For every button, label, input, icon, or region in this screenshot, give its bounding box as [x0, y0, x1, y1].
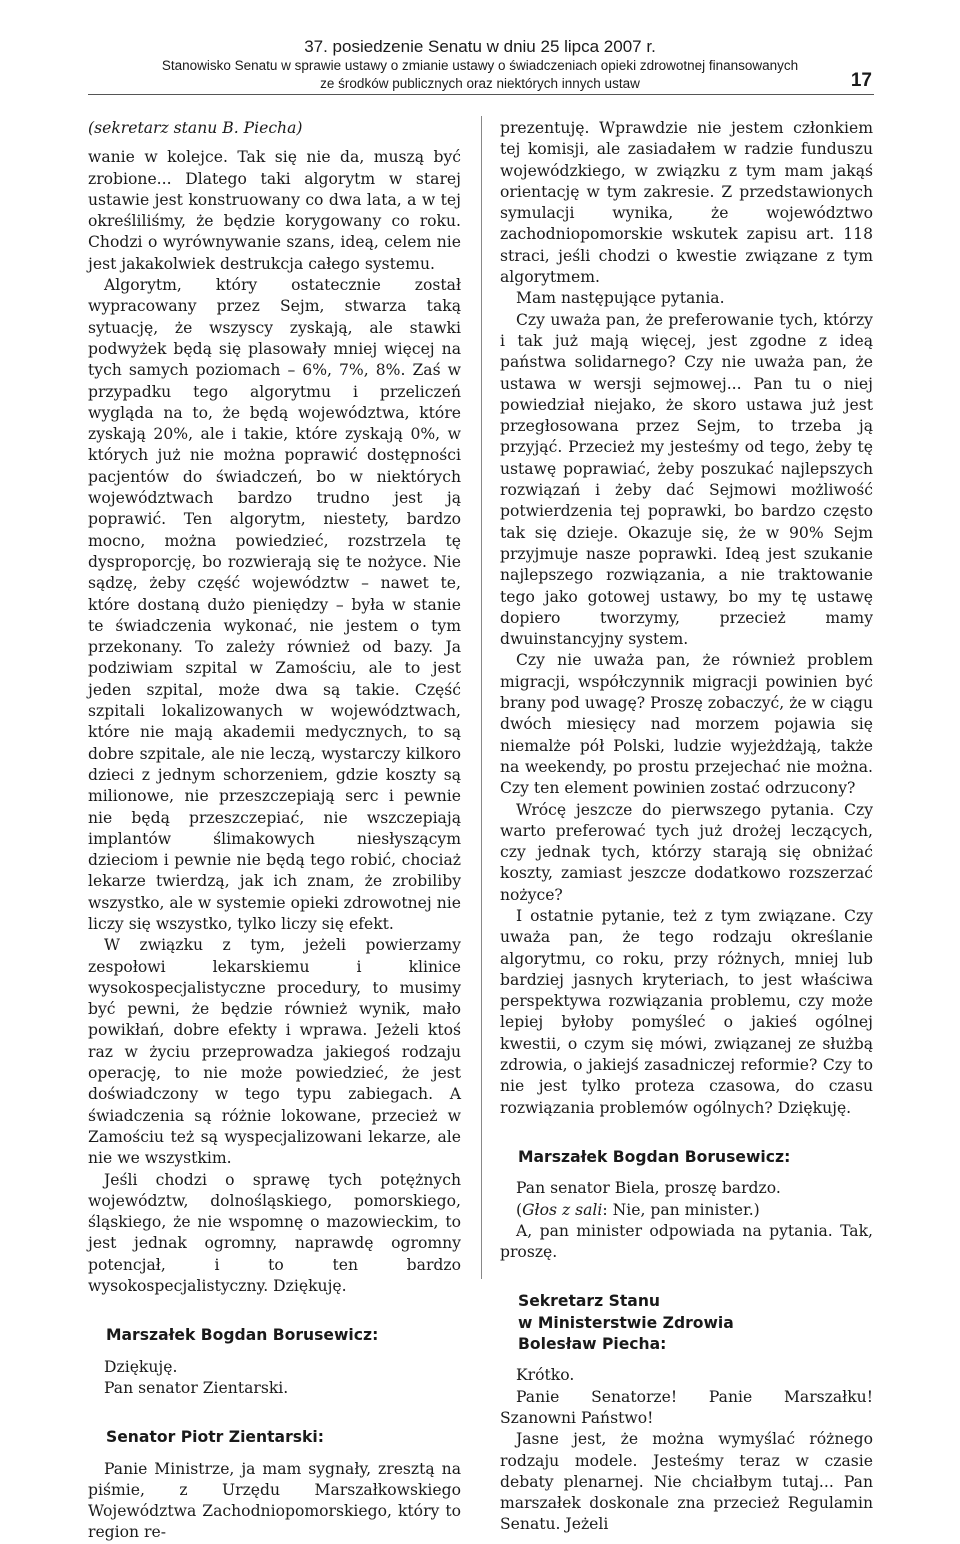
spacer	[88, 1449, 461, 1459]
stage-direction-text: : Nie, pan minister.)	[602, 1200, 760, 1219]
stage-direction: Głos z sali	[522, 1200, 603, 1219]
speaker-heading: Senator Piotr Zientarski:	[106, 1428, 325, 1447]
speaker-heading: Marszałek Bogdan Borusewicz:	[106, 1326, 379, 1345]
header-title: 37. posiedzenie Senatu w dniu 25 lipca 2007 r.	[304, 37, 656, 56]
paragraph: Dziękuję.	[104, 1357, 178, 1376]
paragraph: Jeśli chodzi o sprawę tych potężnych województw, dolnośląskiego, pomorskiego, śląskiego, że nie wspomnę o mazowieckim, to jest jednak ogromny, naprawdę ogromny potencjał, i to ten bardzo wysokospecjalistyczny. Dziękuję.	[88, 1170, 461, 1296]
spacer	[88, 1399, 461, 1427]
header-subtitle-line-1: Stanowisko Senatu w sprawie ustawy o zmianie ustawy o świadczeniach opieki zdrowotnej finansowanych	[161, 58, 799, 73]
paragraph: I ostatnie pytanie, też z tym związane. Czy uważa pan, że tego rodzaju określanie algorytmu, co roku, przy różnych, mniej lub bardziej jasnych kryteriach, to jest właściwa perspektywa rozwiązania problemu, czy może lepiej byłoby pomyśleć o jakieś ogólnej kwestii, o czym się mówi, związanej ze służbą zdrowia, o jakiejś zasadniczej reformie? Czy to nie jest tylko proteza czasowa, do czasu rozwiązania problemów ogólnych? Dziękuję.	[500, 906, 873, 1117]
spacer	[500, 1355, 873, 1365]
paragraph: Pan senator Biela, proszę bardzo.	[516, 1179, 781, 1198]
spacer	[500, 1263, 873, 1291]
speaker-note: (sekretarz stanu B. Piecha)	[88, 119, 303, 137]
bracket-open: (	[516, 1200, 523, 1219]
spacer	[88, 1297, 461, 1325]
paragraph: Jasne jest, że można wymyślać różnego rodzaju modele. Jesteśmy teraz w czasie debaty plenarnej. Nie chciałbym tutaj... Pan marszałek doskonale zna przecież Regulamin Senatu. Jeżeli	[500, 1430, 873, 1534]
paragraph: Mam następujące pytania.	[516, 289, 725, 308]
paragraph: Wrócę jeszcze do pierwszego pytania. Czy warto preferować tych już drożej leczących, czy jednak tych, którzy starają się obniżać koszty, zamiast jeszcze dodatkowo rozszerzać nożyce?	[500, 800, 873, 904]
spacer	[88, 1347, 461, 1357]
spacer	[500, 1119, 873, 1147]
header-divider	[88, 94, 874, 95]
paragraph: Pan senator Zientarski.	[104, 1378, 289, 1397]
page-number: 17	[850, 70, 872, 91]
spacer	[500, 1168, 873, 1178]
paragraph: prezentuję. Wprawdzie nie jestem członkiem tej komisji, ale zasiadałem w radzie funduszu wojewódzkiego, w związku z tym mam jakąś orientację w tym zakresie. Z przedstawionych symulacji wynika, że województwo zachodniopomorskie wskutek zapisu art. 118 straci, jeśli chodzi o kwestie związane z tym algorytmem.	[500, 119, 873, 287]
paragraph: Krótko.	[516, 1366, 575, 1385]
paragraph: Algorytm, który ostatecznie został wypracowany przez Sejm, stwarza taką sytuację, że wszyscy zyskają, ale stawki podwyżek będą się plasowały mniej więcej na tych samych poziomach – 6%, 7%, 8%. Zaś w przypadku tego algorytmu i przeliczeń wygląda na to, że będą województwa, które zyskają 20%, ale i takie, które zyskają 0%, w których już nie można poprawić dostępności pacjentów do świadczeń, bo w niektórych województwach bardzo trudno jest ją poprawić. Ten algorytm, niestety, bardzo mocno, można powiedzieć, rozstrzela tę dysproporcję, bo rozwierają się te nożyce. Nie sądzę, żeby część województw – nawet te, które dostaną dużo pieniędzy – była w stanie te świadczenia wykonać, nie jestem o tym przekonany. To zależy również od bazy. Ja podziwiam szpital w Zamościu, ale to jest jeden szpital, może dwa są takie. Część szpitali lokalizowanych w województwach, które nie mają akademii medycznych, to są dobre szpitale, ale nie leczą, wystarczy kilkoro dzieci z jednym schorzeniem, gdzie koszty są milionowe, nie przeszczepiają serc i pewnie nie będą przeszczepiać, nie wszczepiają implantów ślimakowych niesłyszącym dzieciom i pewnie nie będą tego robić, chociaż lekarze twierdzą, jak ich znam, że zrobiliby wszystko, ale w systemie opieki zdrowotnej nie liczy się wszystko, tylko liczy się efekt.	[88, 276, 461, 933]
paragraph	[500, 1200, 873, 1221]
paragraph: Panie Senatorze! Panie Marszałku! Szanowni Państwo!	[500, 1387, 873, 1427]
speaker-heading-line-3: Bolesław Piecha:	[518, 1335, 667, 1354]
paragraph: A, pan minister odpowiada na pytania. Tak, proszę.	[500, 1221, 873, 1262]
right-column	[500, 118, 873, 1534]
header-subtitle-line-2: ze środków publicznych oraz niektórych innych ustaw	[320, 76, 640, 91]
paragraph: Panie Ministrze, ja mam sygnały, zresztą na piśmie, z Urzędu Marszałkowskiego Województwa Zachodniopomorskiego, który to region re-	[88, 1459, 461, 1542]
paragraph: W związku z tym, jeżeli powierzamy zespołowi lekarskiemu i klinice wysokospecjalistyczne procedury, to musimy być pewni, że będzie również wynik, mało powikłań, dobre efekty i wprawa. Jeżeli ktoś raz w życiu przeprowadza jakiegoś rodzaju operację, to nie może powiedzieć, że jest doświadczony w tego typu zabiegach. A świadczenia są różnie lokowane, przecież w Zamościu też są wyspecjalizowani lekarze, ale nie we wszystkim.	[88, 936, 461, 1168]
speaker-heading-line-2: w Ministerstwie Zdrowia	[518, 1313, 734, 1332]
speaker-heading: Marszałek Bogdan Borusewicz:	[518, 1147, 791, 1166]
paragraph: Czy nie uważa pan, że również problem migracji, współczynnik migracji powinien być brany pod uwagę? Proszę zobaczyć, że w ciągu dwóch miesięcy nad morzem pojawia się niemalże pół Polski, ludzie wyjeżdżają, także na weekendy, po prostu przejechać nie można. Czy ten element powinien zostać odrzucony?	[500, 651, 873, 798]
column-divider	[481, 116, 482, 1279]
speaker-heading-line-1: Sekretarz Stanu	[518, 1292, 661, 1311]
left-column	[88, 118, 461, 1542]
page-header	[0, 36, 960, 93]
spacer	[88, 139, 461, 147]
paragraph: Czy uważa pan, że preferowanie tych, którzy i tak już mają więcej, jest zgodne z ideą państwa solidarnego? Czy nie uważa pan, że ustawa w wersji sejmowej... Pan tu o niej powiedział niejako, że skoro ustawa już jest przegłosowana przez Sejm, to trzeba ją przyjąć. Przecież my jesteśmy od tego, żeby tę ustawę poprawiać, żeby poszukać najlepszych rozwiązań i żeby dać Sejmowi możliwość potwierdzenia tej poprawki, bo bardzo często tak się dzieje. Okazuje się, że w 90% Sejm przyjmuje nasze poprawki. Ideą jest szukanie najlepszego rozwiązania, a nie traktowanie tego jako gotowej ustawy, bo my tę ustawę dopiero tworzymy, przecież mamy dwuinstancyjny system.	[500, 310, 873, 649]
paragraph: wanie w kolejce. Tak się nie da, muszą być zrobione... Dlatego taki algorytm w starej ustawie jest konstruowany co dwa lata, a w tej określiliśmy, że będzie korygowany co roku. Chodzi o wyrównywanie szans, ideą, celem nie jest jakakolwiek destrukcja całego systemu.	[88, 148, 461, 273]
